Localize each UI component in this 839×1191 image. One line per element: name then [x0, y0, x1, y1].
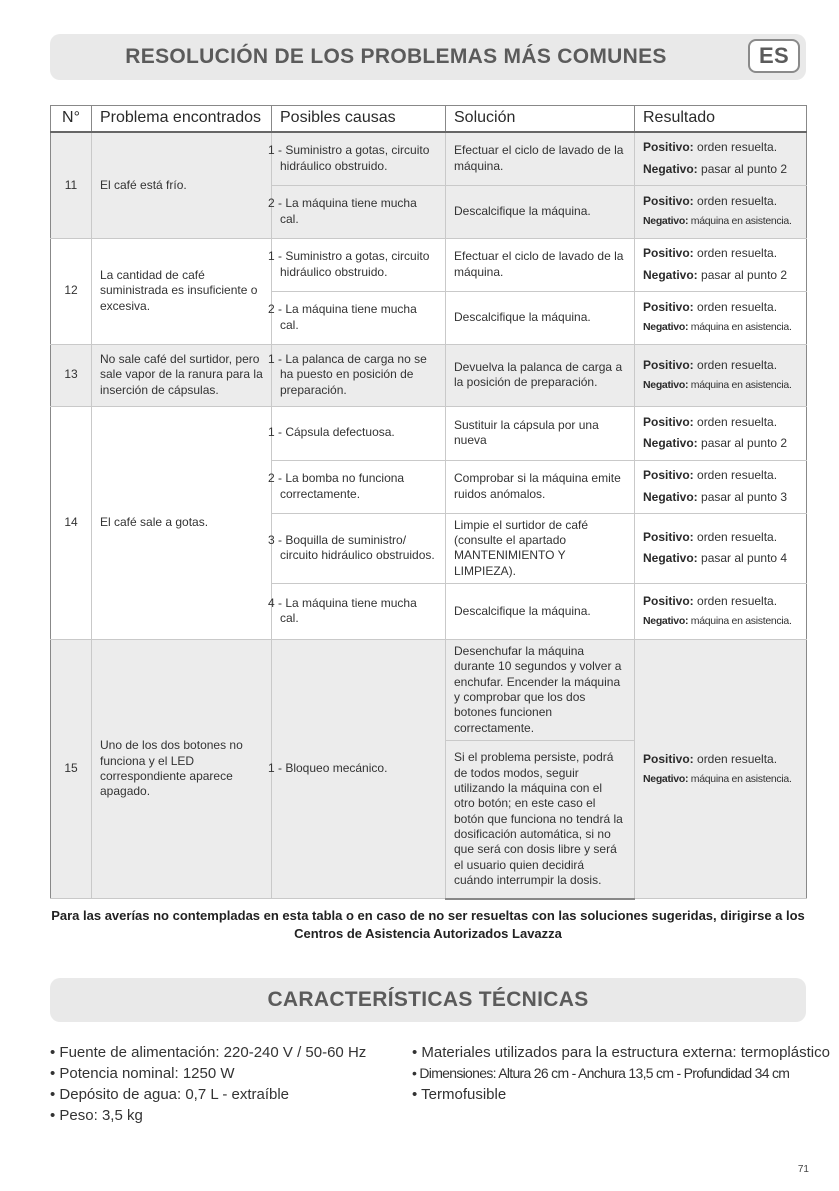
row-number: 15: [51, 639, 92, 898]
column-header-solution: Solución: [446, 106, 635, 133]
column-header-problem: Problema encontrados: [92, 106, 272, 133]
support-footnote: Para las averías no contempladas en esta tabla o en caso de no ser resueltas con las soluciones sugeridas, dirigirse a los Centros de Asistencia Autorizados Lavazza: [51, 908, 805, 942]
negative-label: Negativo:: [643, 436, 698, 450]
cause-cell: 1 - Bloqueo mecánico.: [272, 639, 446, 898]
positive-label: Positivo:: [643, 194, 694, 209]
positive-label: Positivo:: [643, 751, 694, 766]
positive-text: orden resuelta.: [697, 140, 778, 155]
negative-text: pasar al punto 2: [701, 267, 788, 282]
positive-label: Positivo:: [643, 300, 694, 315]
row-number: 13: [51, 344, 92, 406]
negative-text: máquina en asistencia.: [690, 772, 792, 785]
negative-label: Negativo:: [643, 551, 698, 566]
solution-cell: Devuelva la palanca de carga a la posición de preparación.: [446, 344, 635, 406]
negative-label: Negativo:: [643, 772, 689, 785]
solution-cell: Descalcifique la máquina.: [446, 291, 635, 344]
positive-label: Positivo:: [643, 468, 694, 483]
spec-item: • Dimensiones: Altura 26 cm - Anchura 13,5 cm - Profundidad 34 cm: [412, 1065, 790, 1081]
negative-text: máquina en asistencia.: [690, 378, 792, 391]
cause-cell: 2 - La bomba no funciona correctamente.: [272, 460, 446, 513]
positive-text: orden resuelta.: [697, 414, 778, 429]
result-cell: [635, 185, 807, 238]
positive-label: Positivo:: [643, 594, 694, 609]
table-header-row: [51, 106, 807, 133]
solution-cell: Si el problema persiste, podrá de todos modos, seguir utilizando la máquina con el otro botón; en este caso el botón que funciona no tendrá la dosificación automática, si no que será con dosis libre y será el usuario quien decidirá cuándo interrumpir la dosis.: [446, 741, 635, 899]
column-header-number: N°: [51, 106, 92, 133]
result-cell: [635, 132, 807, 185]
negative-text: pasar al punto 2: [701, 436, 788, 450]
cause-cell: 2 - La máquina tiene mucha cal.: [272, 185, 446, 238]
table-row: [51, 238, 807, 291]
positive-text: orden resuelta.: [697, 194, 778, 209]
cause-cell: 2 - La máquina tiene mucha cal.: [272, 291, 446, 344]
spec-item: • Fuente de alimentación: 220-240 V / 50-60 Hz: [50, 1044, 367, 1061]
positive-text: orden resuelta.: [697, 594, 778, 609]
row-number: 14: [51, 406, 92, 639]
cause-cell: 3 - Boquilla de suministro/ circuito hidráulico obstruidos.: [272, 513, 446, 583]
table-row: [51, 639, 807, 740]
problem-cell: Uno de los dos botones no funciona y el LED correspondiente aparece apagado.: [92, 639, 272, 898]
page-number: 71: [797, 1164, 809, 1175]
negative-label: Negativo:: [643, 161, 698, 176]
positive-label: Positivo:: [643, 140, 694, 155]
cause-cell: 1 - Suministro a gotas, circuito hidráulico obstruido.: [272, 132, 446, 185]
positive-text: orden resuelta.: [697, 246, 778, 261]
negative-label: Negativo:: [643, 321, 689, 334]
solution-cell: Efectuar el ciclo de lavado de la máquina.: [446, 238, 635, 291]
negative-text: pasar al punto 4: [701, 551, 788, 566]
result-cell: [635, 460, 807, 513]
solution-cell: Descalcifique la máquina.: [446, 185, 635, 238]
spec-item: • Depósito de agua: 0,7 L - extraíble: [50, 1086, 290, 1103]
result-cell: [635, 583, 807, 639]
page-title: RESOLUCIÓN DE LOS PROBLEMAS MÁS COMUNES: [125, 45, 667, 68]
problem-cell: La cantidad de café suministrada es insuficiente o excesiva.: [92, 238, 272, 344]
table-row: [51, 344, 807, 406]
result-cell: [635, 291, 807, 344]
cause-cell: 1 - La palanca de carga no se ha puesto en posición de preparación.: [272, 344, 446, 406]
positive-text: orden resuelta.: [697, 529, 778, 544]
solution-cell: Limpie el surtidor de café (consulte el apartado MANTENIMIENTO Y LIMPIEZA).: [446, 513, 635, 583]
negative-text: máquina en asistencia.: [690, 215, 792, 228]
positive-label: Positivo:: [643, 246, 694, 261]
tech-specs-banner: [50, 978, 806, 1022]
spec-item: • Peso: 3,5 kg: [50, 1107, 143, 1124]
tech-specs-title: CARACTERÍSTICAS TÉCNICAS: [267, 988, 589, 1011]
negative-text: pasar al punto 3: [701, 489, 788, 504]
solution-cell: Comprobar si la máquina emite ruidos anómalos.: [446, 460, 635, 513]
positive-text: orden resuelta.: [697, 300, 778, 315]
problem-cell: No sale café del surtidor, pero sale vapor de la ranura para la inserción de cápsulas.: [92, 344, 272, 406]
result-cell: [635, 406, 807, 460]
solution-cell: Descalcifique la máquina.: [446, 583, 635, 639]
cause-cell: 1 - Cápsula defectuosa.: [272, 406, 446, 460]
negative-label: Negativo:: [643, 378, 689, 391]
row-number: 12: [51, 238, 92, 344]
positive-label: Positivo:: [643, 414, 694, 429]
column-header-causes: Posibles causas: [272, 106, 446, 133]
problem-cell: El café está frío.: [92, 132, 272, 238]
result-cell: [635, 344, 807, 406]
table-row: [51, 132, 807, 185]
spec-item: • Potencia nominal: 1250 W: [50, 1065, 235, 1082]
row-number: 11: [51, 132, 92, 238]
negative-text: máquina en asistencia.: [690, 615, 792, 628]
spec-item: • Termofusible: [412, 1086, 507, 1103]
solution-cell: Efectuar el ciclo de lavado de la máquina.: [446, 132, 635, 185]
language-badge: ES: [748, 39, 800, 73]
cause-cell: 4 - La máquina tiene mucha cal.: [272, 583, 446, 639]
positive-label: Positivo:: [643, 357, 694, 372]
positive-text: orden resuelta.: [697, 357, 778, 372]
problem-cell: El café sale a gotas.: [92, 406, 272, 639]
solution-cell: Desenchufar la máquina durante 10 segundos y volver a enchufar. Encender la máquina y comprobar que los dos botones funcionen correctamente.: [446, 639, 635, 740]
table-row: [51, 406, 807, 460]
solution-cell: Sustituir la cápsula por una nueva: [446, 406, 635, 460]
negative-label: Negativo:: [643, 615, 689, 628]
negative-text: pasar al punto 2: [701, 161, 788, 176]
negative-label: Negativo:: [643, 215, 689, 228]
troubleshooting-table: [50, 105, 807, 900]
spec-item: • Materiales utilizados para la estructura externa: termoplástico: [412, 1044, 830, 1061]
negative-label: Negativo:: [643, 489, 698, 504]
result-cell: [635, 238, 807, 291]
negative-text: máquina en asistencia.: [690, 321, 792, 334]
specs-list-right: [412, 1042, 830, 1105]
cause-cell: 1 - Suministro a gotas, circuito hidráulico obstruido.: [272, 238, 446, 291]
specs-list-left: [50, 1042, 366, 1126]
section-header-banner: [50, 34, 806, 80]
positive-text: orden resuelta.: [697, 751, 778, 766]
result-cell: [635, 639, 807, 898]
negative-label: Negativo:: [643, 267, 698, 282]
result-cell: [635, 513, 807, 583]
positive-label: Positivo:: [643, 529, 694, 544]
column-header-result: Resultado: [635, 106, 807, 133]
positive-text: orden resuelta.: [697, 468, 778, 483]
